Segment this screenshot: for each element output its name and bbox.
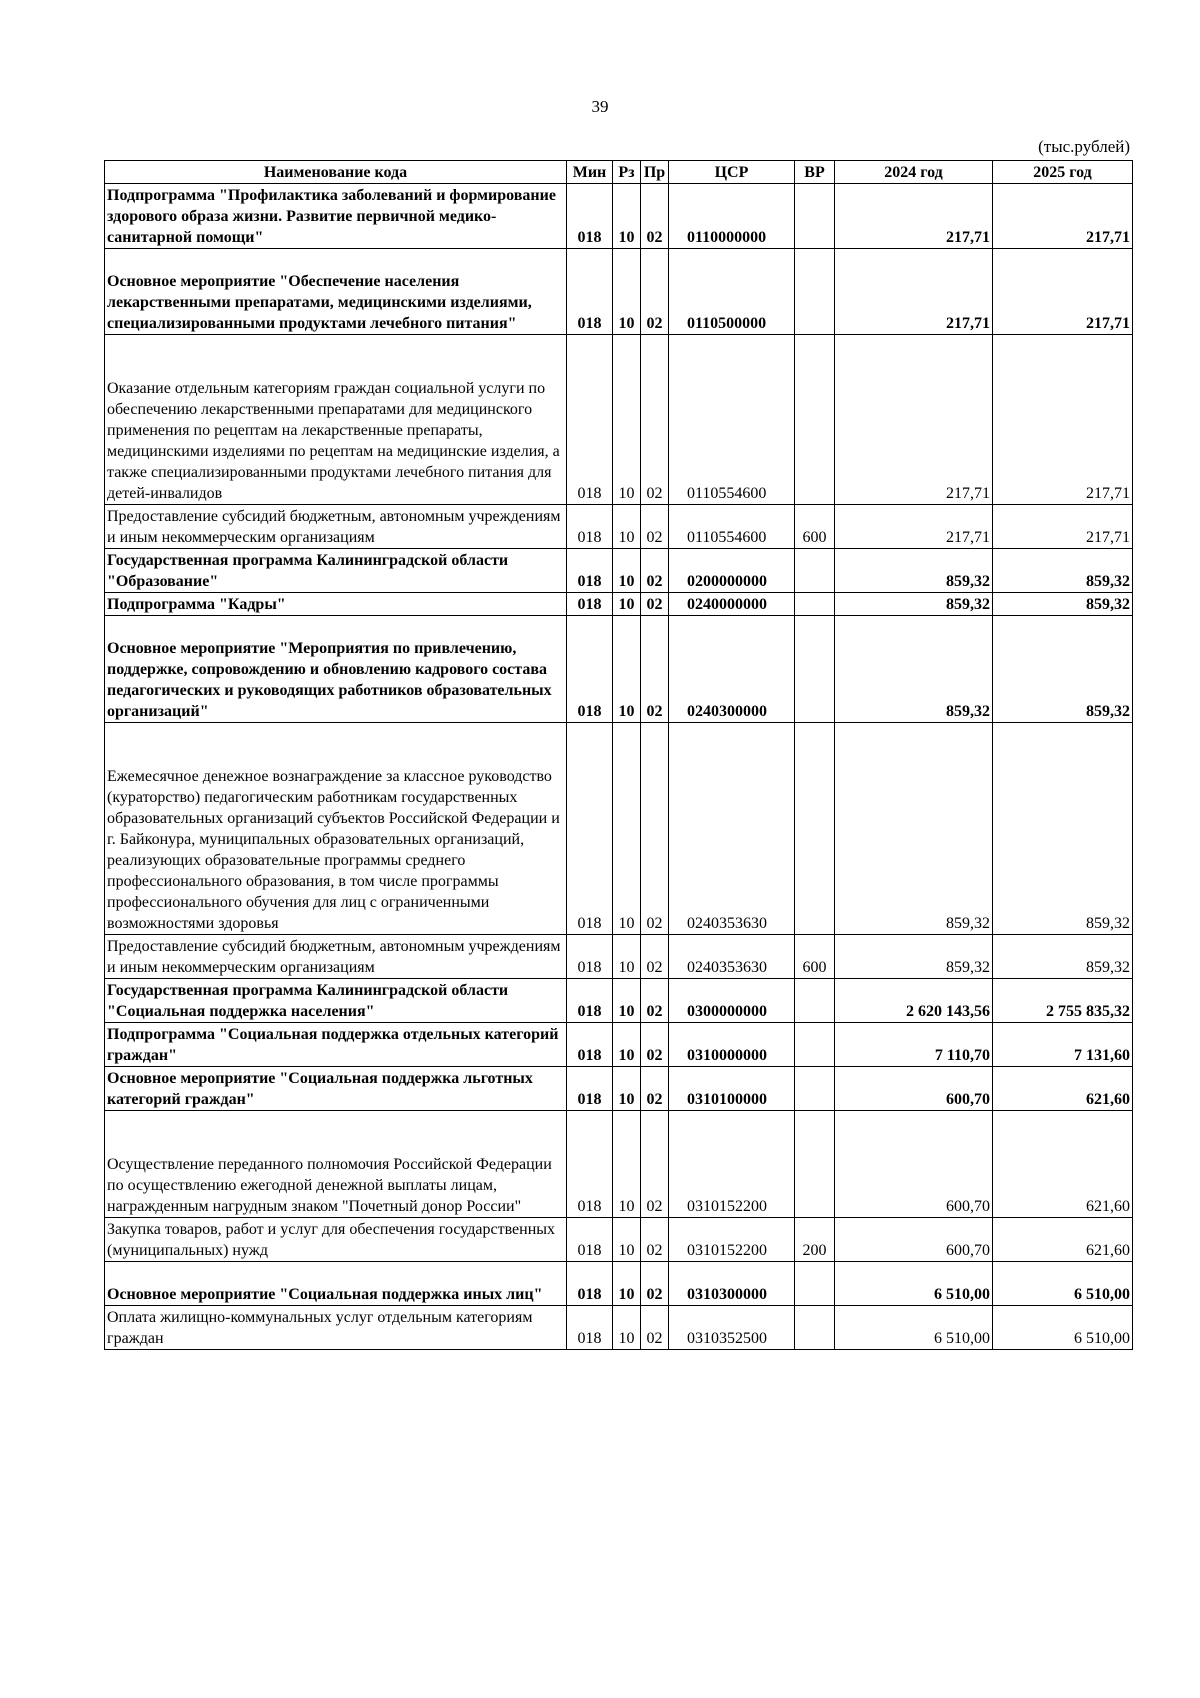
- row-name: Государственная программа Калининградской области "Образование": [105, 549, 567, 593]
- row-min: 018: [567, 1023, 613, 1067]
- row-csr: 0310152200: [669, 1111, 795, 1218]
- row-2024: 600,70: [835, 1218, 993, 1262]
- row-2024: 600,70: [835, 1067, 993, 1111]
- row-2025: 621,60: [993, 1218, 1133, 1262]
- row-name: Осуществление переданного полномочия Российской Федерации по осуществлению ежегодной денежной выплаты лицам, награжденным нагрудным знаком "Почетный донор России": [105, 1111, 567, 1218]
- row-pr: 02: [641, 1067, 669, 1111]
- row-2025: 859,32: [993, 616, 1133, 723]
- row-rz: 10: [613, 616, 641, 723]
- row-min: 018: [567, 593, 613, 616]
- row-csr: 0310352500: [669, 1306, 795, 1350]
- row-name: Подпрограмма "Кадры": [105, 593, 567, 616]
- row-min: 018: [567, 505, 613, 549]
- row-2024: 600,70: [835, 1111, 993, 1218]
- table-row: [105, 549, 1133, 593]
- row-2025: 6 510,00: [993, 1306, 1133, 1350]
- row-2024: 217,71: [835, 249, 993, 335]
- header-rz: Рз: [613, 161, 641, 184]
- row-pr: 02: [641, 1023, 669, 1067]
- row-2025: 217,71: [993, 184, 1133, 249]
- row-csr: 0110554600: [669, 335, 795, 505]
- row-min: 018: [567, 1262, 613, 1306]
- row-name: Предоставление субсидий бюджетным, автономным учреждениям и иным некоммерческим организациям: [105, 505, 567, 549]
- row-rz: 10: [613, 249, 641, 335]
- row-vr: [795, 549, 835, 593]
- row-pr: 02: [641, 1111, 669, 1218]
- row-csr: 0240353630: [669, 723, 795, 935]
- row-2025: 217,71: [993, 335, 1133, 505]
- row-vr: [795, 723, 835, 935]
- row-rz: 10: [613, 505, 641, 549]
- row-2025: 859,32: [993, 935, 1133, 979]
- row-2025: 2 755 835,32: [993, 979, 1133, 1023]
- row-pr: 02: [641, 335, 669, 505]
- header-csr: ЦСР: [669, 161, 795, 184]
- header-min: Мин: [567, 161, 613, 184]
- row-2024: 6 510,00: [835, 1306, 993, 1350]
- row-min: 018: [567, 1306, 613, 1350]
- row-min: 018: [567, 723, 613, 935]
- row-pr: 02: [641, 935, 669, 979]
- row-pr: 02: [641, 505, 669, 549]
- row-csr: 0310300000: [669, 1262, 795, 1306]
- row-min: 018: [567, 1111, 613, 1218]
- row-name: Ежемесячное денежное вознаграждение за классное руководство (кураторство) педагогическим работникам государственных образовательных организаций субъектов Российской Федерации и г. Байконура, муниципальных образовательных организаций, реализующих образовательные программы среднего профессионального образования, в том числе программы профессионального обучения для лиц с ограниченными возможностями здоровья: [105, 723, 567, 935]
- row-pr: 02: [641, 184, 669, 249]
- row-name: Оплата жилищно-коммунальных услуг отдельным категориям граждан: [105, 1306, 567, 1350]
- row-vr: [795, 1111, 835, 1218]
- row-vr: 600: [795, 505, 835, 549]
- row-name: Подпрограмма "Профилактика заболеваний и формирование здорового образа жизни. Развитие первичной медико-санитарной помощи": [105, 184, 567, 249]
- row-2024: 217,71: [835, 505, 993, 549]
- row-rz: 10: [613, 1262, 641, 1306]
- row-rz: 10: [613, 1067, 641, 1111]
- table-row: [105, 184, 1133, 249]
- row-name: Подпрограмма "Социальная поддержка отдельных категорий граждан": [105, 1023, 567, 1067]
- table-row: [105, 505, 1133, 549]
- row-rz: 10: [613, 1111, 641, 1218]
- row-2024: 859,32: [835, 935, 993, 979]
- row-2025: 217,71: [993, 249, 1133, 335]
- row-pr: 02: [641, 979, 669, 1023]
- row-min: 018: [567, 184, 613, 249]
- table-row: [105, 616, 1133, 723]
- table-row: [105, 723, 1133, 935]
- row-min: 018: [567, 1067, 613, 1111]
- row-vr: [795, 249, 835, 335]
- row-pr: 02: [641, 593, 669, 616]
- row-2025: 859,32: [993, 549, 1133, 593]
- table-row: [105, 1306, 1133, 1350]
- row-2024: 859,32: [835, 723, 993, 935]
- row-csr: 0110000000: [669, 184, 795, 249]
- row-pr: 02: [641, 723, 669, 935]
- row-csr: 0240353630: [669, 935, 795, 979]
- row-rz: 10: [613, 723, 641, 935]
- row-2024: 217,71: [835, 335, 993, 505]
- table-row: [105, 335, 1133, 505]
- row-name: Оказание отдельным категориям граждан социальной услуги по обеспечению лекарственными препаратами для медицинского применения по рецептам на лекарственные препараты, медицинскими изделиями по рецептам на медицинские изделия, а также специализированными продуктами лечебного питания для детей-инвалидов: [105, 335, 567, 505]
- row-2024: 859,32: [835, 549, 993, 593]
- row-csr: 0310100000: [669, 1067, 795, 1111]
- table-row: [105, 249, 1133, 335]
- row-2024: 859,32: [835, 593, 993, 616]
- row-vr: [795, 184, 835, 249]
- row-pr: 02: [641, 1218, 669, 1262]
- row-csr: 0240300000: [669, 616, 795, 723]
- header-name: Наименование кода: [105, 161, 567, 184]
- row-2025: 859,32: [993, 723, 1133, 935]
- row-2024: 217,71: [835, 184, 993, 249]
- row-rz: 10: [613, 335, 641, 505]
- table-body: [105, 184, 1133, 1350]
- table-row: [105, 1067, 1133, 1111]
- row-name: Основное мероприятие "Социальная поддержка льготных категорий граждан": [105, 1067, 567, 1111]
- row-name: Основное мероприятие "Мероприятия по привлечению, поддержке, сопровождению и обновлению кадрового состава педагогических и руководящих работников образовательных организаций": [105, 616, 567, 723]
- row-2025: 7 131,60: [993, 1023, 1133, 1067]
- row-rz: 10: [613, 1306, 641, 1350]
- row-min: 018: [567, 1218, 613, 1262]
- header-2025: 2025 год: [993, 161, 1133, 184]
- row-2024: 6 510,00: [835, 1262, 993, 1306]
- row-vr: 600: [795, 935, 835, 979]
- header-vr: ВР: [795, 161, 835, 184]
- table-row: [105, 979, 1133, 1023]
- row-vr: 200: [795, 1218, 835, 1262]
- row-rz: 10: [613, 1218, 641, 1262]
- row-2025: 859,32: [993, 593, 1133, 616]
- row-name: Государственная программа Калининградской области "Социальная поддержка населения": [105, 979, 567, 1023]
- row-2024: 2 620 143,56: [835, 979, 993, 1023]
- row-rz: 10: [613, 1023, 641, 1067]
- row-csr: 0200000000: [669, 549, 795, 593]
- header-pr: Пр: [641, 161, 669, 184]
- row-name: Закупка товаров, работ и услуг для обеспечения государственных (муниципальных) нужд: [105, 1218, 567, 1262]
- row-vr: [795, 616, 835, 723]
- row-rz: 10: [613, 979, 641, 1023]
- row-rz: 10: [613, 935, 641, 979]
- units-label: (тыс.рублей): [1038, 137, 1130, 156]
- row-2025: 217,71: [993, 505, 1133, 549]
- table-header-row: [105, 161, 1133, 184]
- row-rz: 10: [613, 184, 641, 249]
- header-2024: 2024 год: [835, 161, 993, 184]
- row-csr: 0300000000: [669, 979, 795, 1023]
- table-row: [105, 1262, 1133, 1306]
- row-min: 018: [567, 249, 613, 335]
- row-vr: [795, 335, 835, 505]
- row-2024: 859,32: [835, 616, 993, 723]
- row-min: 018: [567, 549, 613, 593]
- row-vr: [795, 593, 835, 616]
- row-2025: 621,60: [993, 1067, 1133, 1111]
- table-row: [105, 1218, 1133, 1262]
- row-2025: 621,60: [993, 1111, 1133, 1218]
- row-name: Предоставление субсидий бюджетным, автономным учреждениям и иным некоммерческим организациям: [105, 935, 567, 979]
- row-csr: 0110554600: [669, 505, 795, 549]
- row-2025: 6 510,00: [993, 1262, 1133, 1306]
- row-pr: 02: [641, 1262, 669, 1306]
- row-csr: 0240000000: [669, 593, 795, 616]
- row-csr: 0310152200: [669, 1218, 795, 1262]
- row-csr: 0110500000: [669, 249, 795, 335]
- table-row: [105, 1111, 1133, 1218]
- row-vr: [795, 1306, 835, 1350]
- row-pr: 02: [641, 549, 669, 593]
- row-csr: 0310000000: [669, 1023, 795, 1067]
- page-number: 39: [591, 97, 609, 116]
- budget-table: [104, 160, 1133, 1350]
- row-pr: 02: [641, 1306, 669, 1350]
- row-name: Основное мероприятие "Социальная поддержка иных лиц": [105, 1262, 567, 1306]
- table-row: [105, 593, 1133, 616]
- table-row: [105, 1023, 1133, 1067]
- row-pr: 02: [641, 249, 669, 335]
- row-name: Основное мероприятие "Обеспечение населения лекарственными препаратами, медицинскими изделиями, специализированными продуктами лечебного питания": [105, 249, 567, 335]
- row-vr: [795, 1023, 835, 1067]
- row-vr: [795, 979, 835, 1023]
- table-row: [105, 935, 1133, 979]
- row-vr: [795, 1262, 835, 1306]
- row-pr: 02: [641, 616, 669, 723]
- row-rz: 10: [613, 549, 641, 593]
- row-min: 018: [567, 935, 613, 979]
- row-vr: [795, 1067, 835, 1111]
- row-2024: 7 110,70: [835, 1023, 993, 1067]
- row-min: 018: [567, 979, 613, 1023]
- row-min: 018: [567, 335, 613, 505]
- row-min: 018: [567, 616, 613, 723]
- row-rz: 10: [613, 593, 641, 616]
